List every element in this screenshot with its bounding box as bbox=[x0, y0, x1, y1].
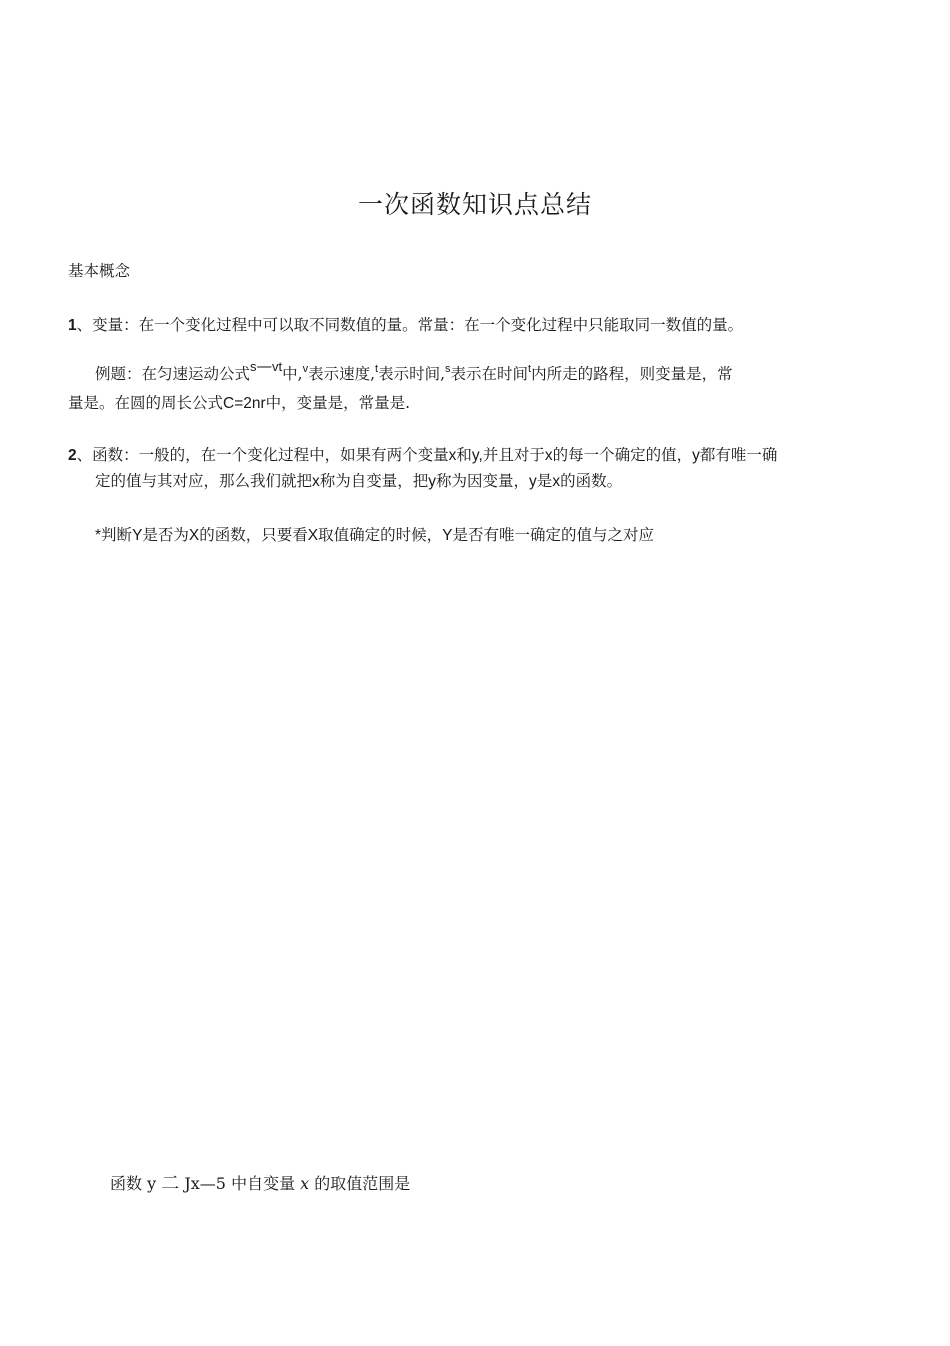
symbol-t: t bbox=[375, 363, 379, 375]
function-judgement-note bbox=[95, 525, 654, 546]
variable-y: y bbox=[147, 1174, 157, 1193]
item-1-example-line-2 bbox=[68, 393, 410, 414]
equals-sign: 二 bbox=[161, 1173, 180, 1194]
item-2-definition-line-1 bbox=[68, 445, 777, 466]
definition-text: 定的值与其对应，那么我们就把 bbox=[95, 472, 313, 490]
example-text: 中, bbox=[282, 365, 303, 383]
variable-X: X bbox=[188, 527, 200, 544]
item-1-separator: 、 bbox=[76, 316, 93, 334]
definition-text: 是 bbox=[536, 472, 553, 490]
question-text: 的取值范围是 bbox=[314, 1174, 411, 1193]
function-expression: Jx—5 bbox=[184, 1174, 226, 1193]
definition-text: 并且对于 bbox=[482, 446, 545, 464]
example-text: 表示在时间 bbox=[450, 365, 529, 383]
item-1-number: 1 bbox=[68, 317, 77, 334]
note-text: 判断 bbox=[101, 526, 133, 544]
variable-x: x bbox=[312, 473, 320, 490]
variable-x: x bbox=[552, 473, 561, 490]
example-text: 中，变量是，常量是. bbox=[265, 394, 411, 412]
variable-x: x bbox=[544, 447, 553, 464]
variable-y: y, bbox=[471, 447, 483, 464]
example-text: 表示时间, bbox=[378, 365, 446, 383]
example-prefix: 例题：在匀速运动公式 bbox=[95, 365, 251, 383]
variable-Y: Y bbox=[132, 527, 143, 544]
symbol-t: t bbox=[528, 363, 532, 375]
question-text: 函数 bbox=[110, 1174, 143, 1193]
symbol-s: s bbox=[445, 363, 451, 375]
item-2-separator: 、 bbox=[76, 446, 93, 464]
variable-Y: Y bbox=[442, 527, 453, 544]
definition-text: 称为自变量，把 bbox=[319, 472, 429, 490]
definition-text: 称为因变量， bbox=[436, 472, 530, 490]
item-1-definition bbox=[68, 315, 743, 336]
variable-y: y bbox=[428, 473, 437, 490]
variable-x: x bbox=[300, 1174, 310, 1193]
variable-x: x bbox=[448, 447, 457, 464]
definition-text: 和 bbox=[456, 446, 472, 464]
formula-dash: — bbox=[256, 357, 273, 375]
example-text: 内所走的路程，则变量是，常 bbox=[531, 365, 733, 383]
variable-X: X bbox=[307, 527, 319, 544]
variable-y: y bbox=[692, 447, 700, 464]
item-2-definition-line-2 bbox=[95, 471, 622, 492]
page-title: 一次函数知识点总结 bbox=[357, 190, 592, 219]
note-text: 是否为 bbox=[142, 526, 189, 544]
definition-text: 都有唯一确 bbox=[699, 446, 778, 464]
definition-text: 函数：一般的，在一个变化过程中，如果有两个变量 bbox=[92, 446, 449, 464]
section-heading: 基本概念 bbox=[68, 262, 131, 280]
variable-y: y bbox=[529, 473, 537, 490]
example-text: 表示速度, bbox=[308, 365, 376, 383]
definition-text: 的函数。 bbox=[560, 472, 623, 490]
symbol-v: v bbox=[302, 363, 309, 375]
note-text: 取值确定的时候， bbox=[318, 526, 443, 544]
formula-s: s bbox=[250, 359, 257, 374]
item-1-example-line-1 bbox=[95, 357, 733, 386]
domain-question bbox=[110, 1174, 410, 1194]
question-text: 中自变量 bbox=[231, 1174, 296, 1193]
formula-vt: vt bbox=[272, 359, 283, 374]
definition-text: 的每一个确定的值， bbox=[552, 446, 693, 464]
item-2-number: 2 bbox=[68, 447, 77, 464]
example-text: 量是。在圆的周长公式 bbox=[68, 394, 224, 412]
item-1-text: 变量：在一个变化过程中可以取不同数值的量。常量：在一个变化过程中只能取同一数值的量。 bbox=[92, 316, 744, 334]
note-text: 是否有唯一确定的值与之对应 bbox=[452, 526, 654, 544]
note-text: 的函数，只要看 bbox=[199, 526, 308, 544]
asterisk: * bbox=[95, 527, 102, 544]
circle-formula: C=2nr bbox=[223, 395, 266, 412]
